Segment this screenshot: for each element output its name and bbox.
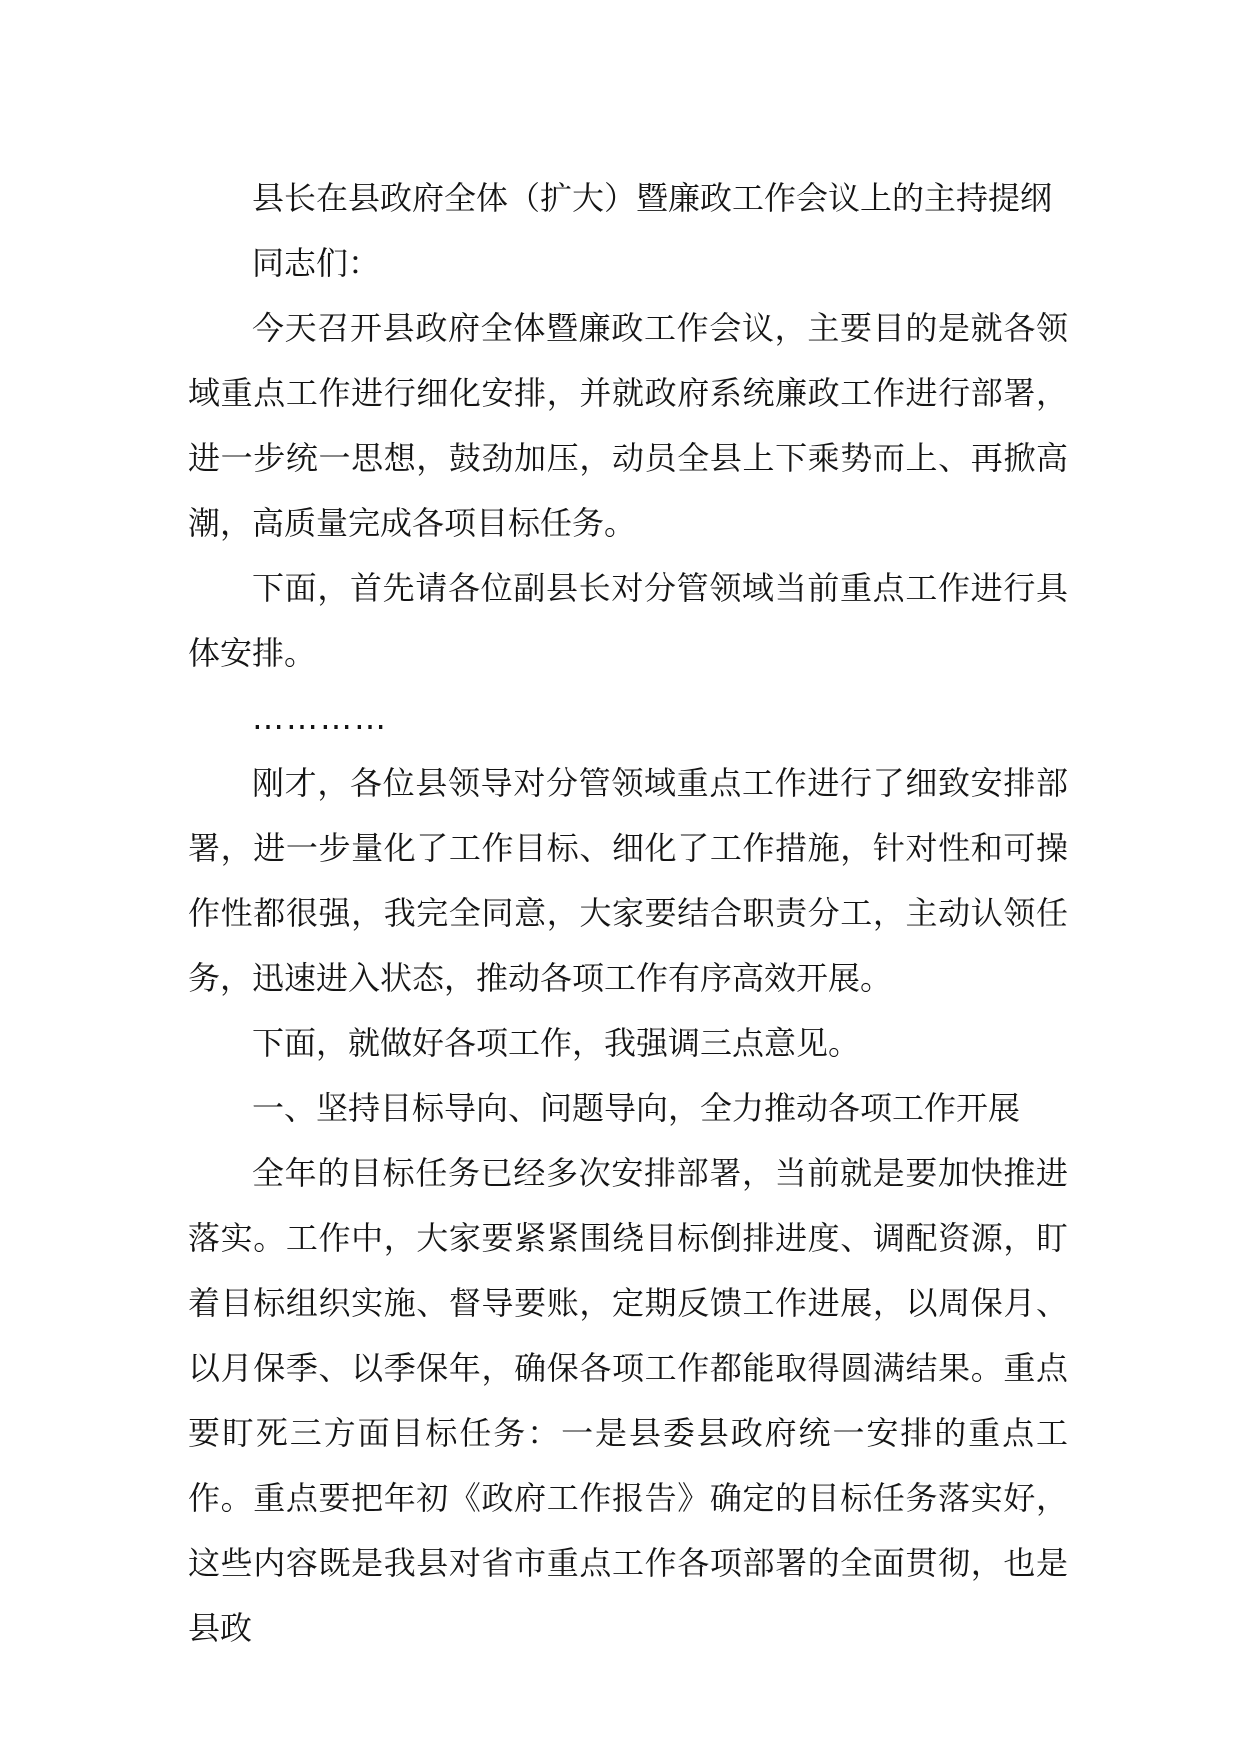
paragraph-intro: 今天召开县政府全体暨廉政工作会议，主要目的是就各领域重点工作进行细化安排，并就政府系统廉政工作进行部署，进一步统一思想，鼓劲加压，动员全县上下乘势而上、再掀高潮，高质量完成各项目标任务。 [188,309,1068,542]
paragraph-opinions: 下面，就做好各项工作，我强调三点意见。 [252,1024,861,1062]
paragraph-arrangement: 下面，首先请各位副县长对分管领域当前重点工作进行具体安排。 [188,569,1068,672]
document-title: 县长在县政府全体（扩大）暨廉政工作会议上的主持提纲 [252,179,1053,217]
paragraph-targets: 全年的目标任务已经多次安排部署，当前就是要加快推进落实。工作中，大家要紧紧围绕目标倒排进度、调配资源，盯着目标组织实施、督导要账，定期反馈工作进展，以周保月、以月保季、以季保年，确保各项工作都能取得圆满结果。重点要盯死三方面目标任务：一是县委县政府统一安排的重点工作。重点要把年初《政府工作报告》确定的目标任务落实好，这些内容既是我县对省市重点工作各项部署的全面贯彻，也是县政 [188,1154,1068,1647]
document-body [188,166,1068,1661]
ellipsis-divider: ………… [252,699,388,737]
salutation: 同志们： [252,244,381,282]
section-heading-1: 一、坚持目标导向、问题导向，全力推动各项工作开展 [252,1089,1021,1127]
paragraph-summary: 刚才，各位县领导对分管领域重点工作进行了细致安排部署，进一步量化了工作目标、细化了工作措施，针对性和可操作性都很强，我完全同意，大家要结合职责分工，主动认领任务，迅速进入状态，推动各项工作有序高效开展。 [188,764,1068,997]
